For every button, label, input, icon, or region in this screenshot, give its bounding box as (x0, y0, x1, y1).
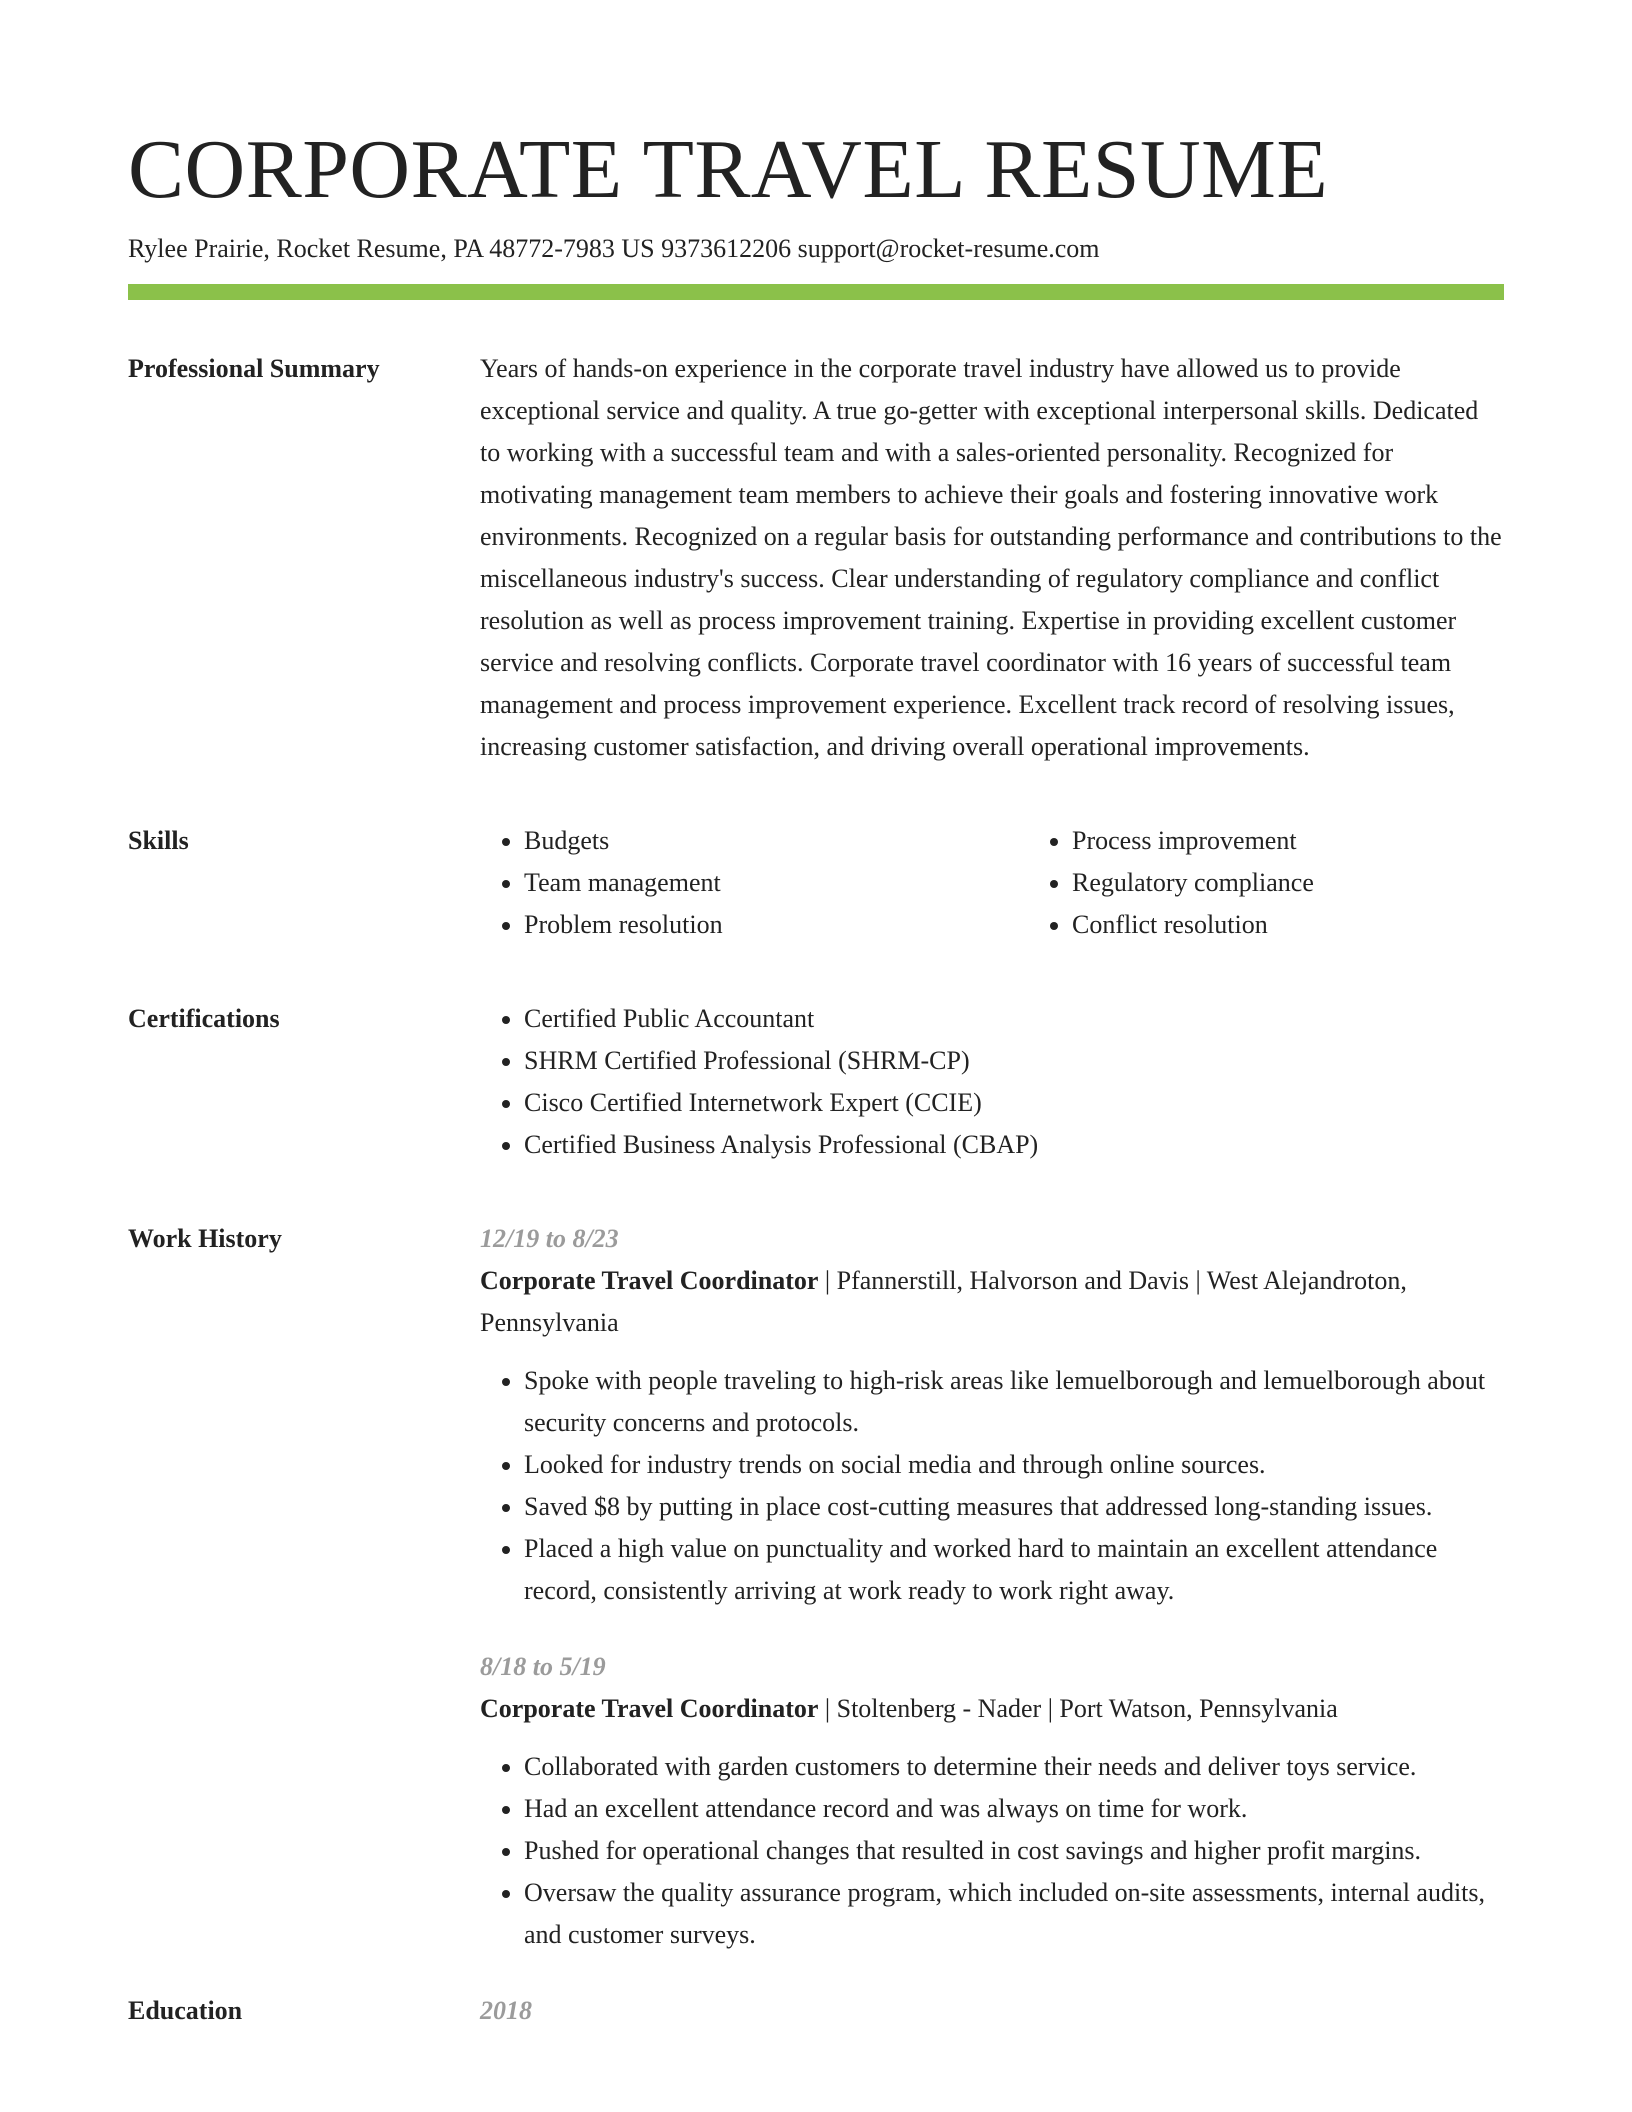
accent-divider (128, 284, 1504, 300)
skill-item: • Team management (524, 862, 1028, 904)
section-certifications (128, 998, 1504, 1166)
skill-item: • Budgets (524, 820, 1028, 862)
job-entry (480, 1218, 1504, 1612)
job-role-line (480, 1260, 1504, 1344)
section-label-summary: Professional Summary (128, 354, 380, 383)
job-bullets (480, 1360, 1504, 1612)
job-bullet: • Saved $8 by putting in place cost-cutting measures that addressed long-standing issues. (524, 1486, 1504, 1528)
section-skills (128, 820, 1504, 946)
certification-item: • SHRM Certified Professional (SHRM-CP) (524, 1040, 1504, 1082)
education-entry (480, 1990, 1504, 2032)
resume-page (128, 0, 1504, 2066)
work-history-content (480, 1218, 1504, 1990)
job-bullet: • Looked for industry trends on social media and through online sources. (524, 1444, 1504, 1486)
skill-item: • Conflict resolution (1072, 904, 1576, 946)
summary-text: Years of hands-on experience in the corporate travel industry have allowed us to provide exceptional service and quality. A true go-getter with exceptional interpersonal skills. Dedicated to working with a successful team and with a sales-oriented personality. Recognized for motivating management team members to achieve their goals and fostering innovative work environments. Recognized on a regular basis for outstanding performance and contributions to the miscellaneous industry's success. Clear understanding of regulatory compliance and conflict resolution as well as process improvement training. Expertise in providing excellent customer service and resolving conflicts. Corporate travel coordinator with 16 years of successful team management and process improvement experience. Excellent track record of resolving issues, increasing customer satisfaction, and driving overall operational improvements. (480, 354, 1502, 761)
summary-content (480, 348, 1504, 768)
section-label-education: Education (128, 1996, 243, 2025)
job-employer-location: | Stoltenberg - Nader | Port Watson, Pennsylvania (818, 1694, 1338, 1723)
job-bullet: • Pushed for operational changes that resulted in cost savings and higher profit margins. (524, 1830, 1504, 1872)
job-entry (480, 1646, 1504, 1956)
job-bullets (480, 1746, 1504, 1956)
education-date: 2018 (480, 1996, 532, 2025)
certifications-list (480, 998, 1504, 1166)
section-label-work-history: Work History (128, 1224, 282, 1253)
job-role-line (480, 1688, 1504, 1730)
section-label-skills: Skills (128, 826, 189, 855)
job-bullet: • Had an excellent attendance record and was always on time for work. (524, 1788, 1504, 1830)
job-role: Corporate Travel Coordinator (480, 1266, 819, 1295)
job-dates: 12/19 to 8/23 (480, 1224, 619, 1253)
certification-item: • Certified Public Accountant (524, 998, 1504, 1040)
job-bullet: • Spoke with people traveling to high-risk areas like lemuelborough and lemuelborough about security concerns and protocols. (524, 1360, 1504, 1444)
section-education (128, 1990, 1504, 2066)
contact-line: Rylee Prairie, Rocket Resume, PA 48772-7983 US 9373612206 support@rocket-resume.com (128, 234, 1100, 263)
certification-item: • Certified Business Analysis Professional (CBAP) (524, 1124, 1504, 1166)
resume-title: CORPORATE TRAVEL RESUME (128, 123, 1329, 216)
job-bullet: • Placed a high value on punctuality and worked hard to maintain an excellent attendance record, consistently arriving at work ready to work right away. (524, 1528, 1504, 1612)
job-bullet: • Collaborated with garden customers to determine their needs and deliver toys service. (524, 1746, 1504, 1788)
skill-item: • Regulatory compliance (1072, 862, 1576, 904)
certification-item: • Cisco Certified Internetwork Expert (CCIE) (524, 1082, 1504, 1124)
certifications-content (480, 998, 1504, 1166)
skills-list-right (1028, 820, 1576, 946)
skill-item: • Problem resolution (524, 904, 1028, 946)
job-employer-location: | Pfannerstill, Halvorson and Davis | West Alejandroton, Pennsylvania (480, 1266, 1407, 1337)
section-work-history (128, 1218, 1504, 1990)
job-dates: 8/18 to 5/19 (480, 1652, 606, 1681)
education-content (480, 1990, 1504, 2066)
skills-grid (480, 820, 1576, 946)
section-professional-summary (128, 348, 1504, 768)
skills-list-left (480, 820, 1028, 946)
section-label-certifications: Certifications (128, 1004, 280, 1033)
job-bullet: • Oversaw the quality assurance program, which included on-site assessments, internal audits, and customer surveys. (524, 1872, 1504, 1956)
job-role: Corporate Travel Coordinator (480, 1694, 819, 1723)
skill-item: • Process improvement (1072, 820, 1576, 862)
